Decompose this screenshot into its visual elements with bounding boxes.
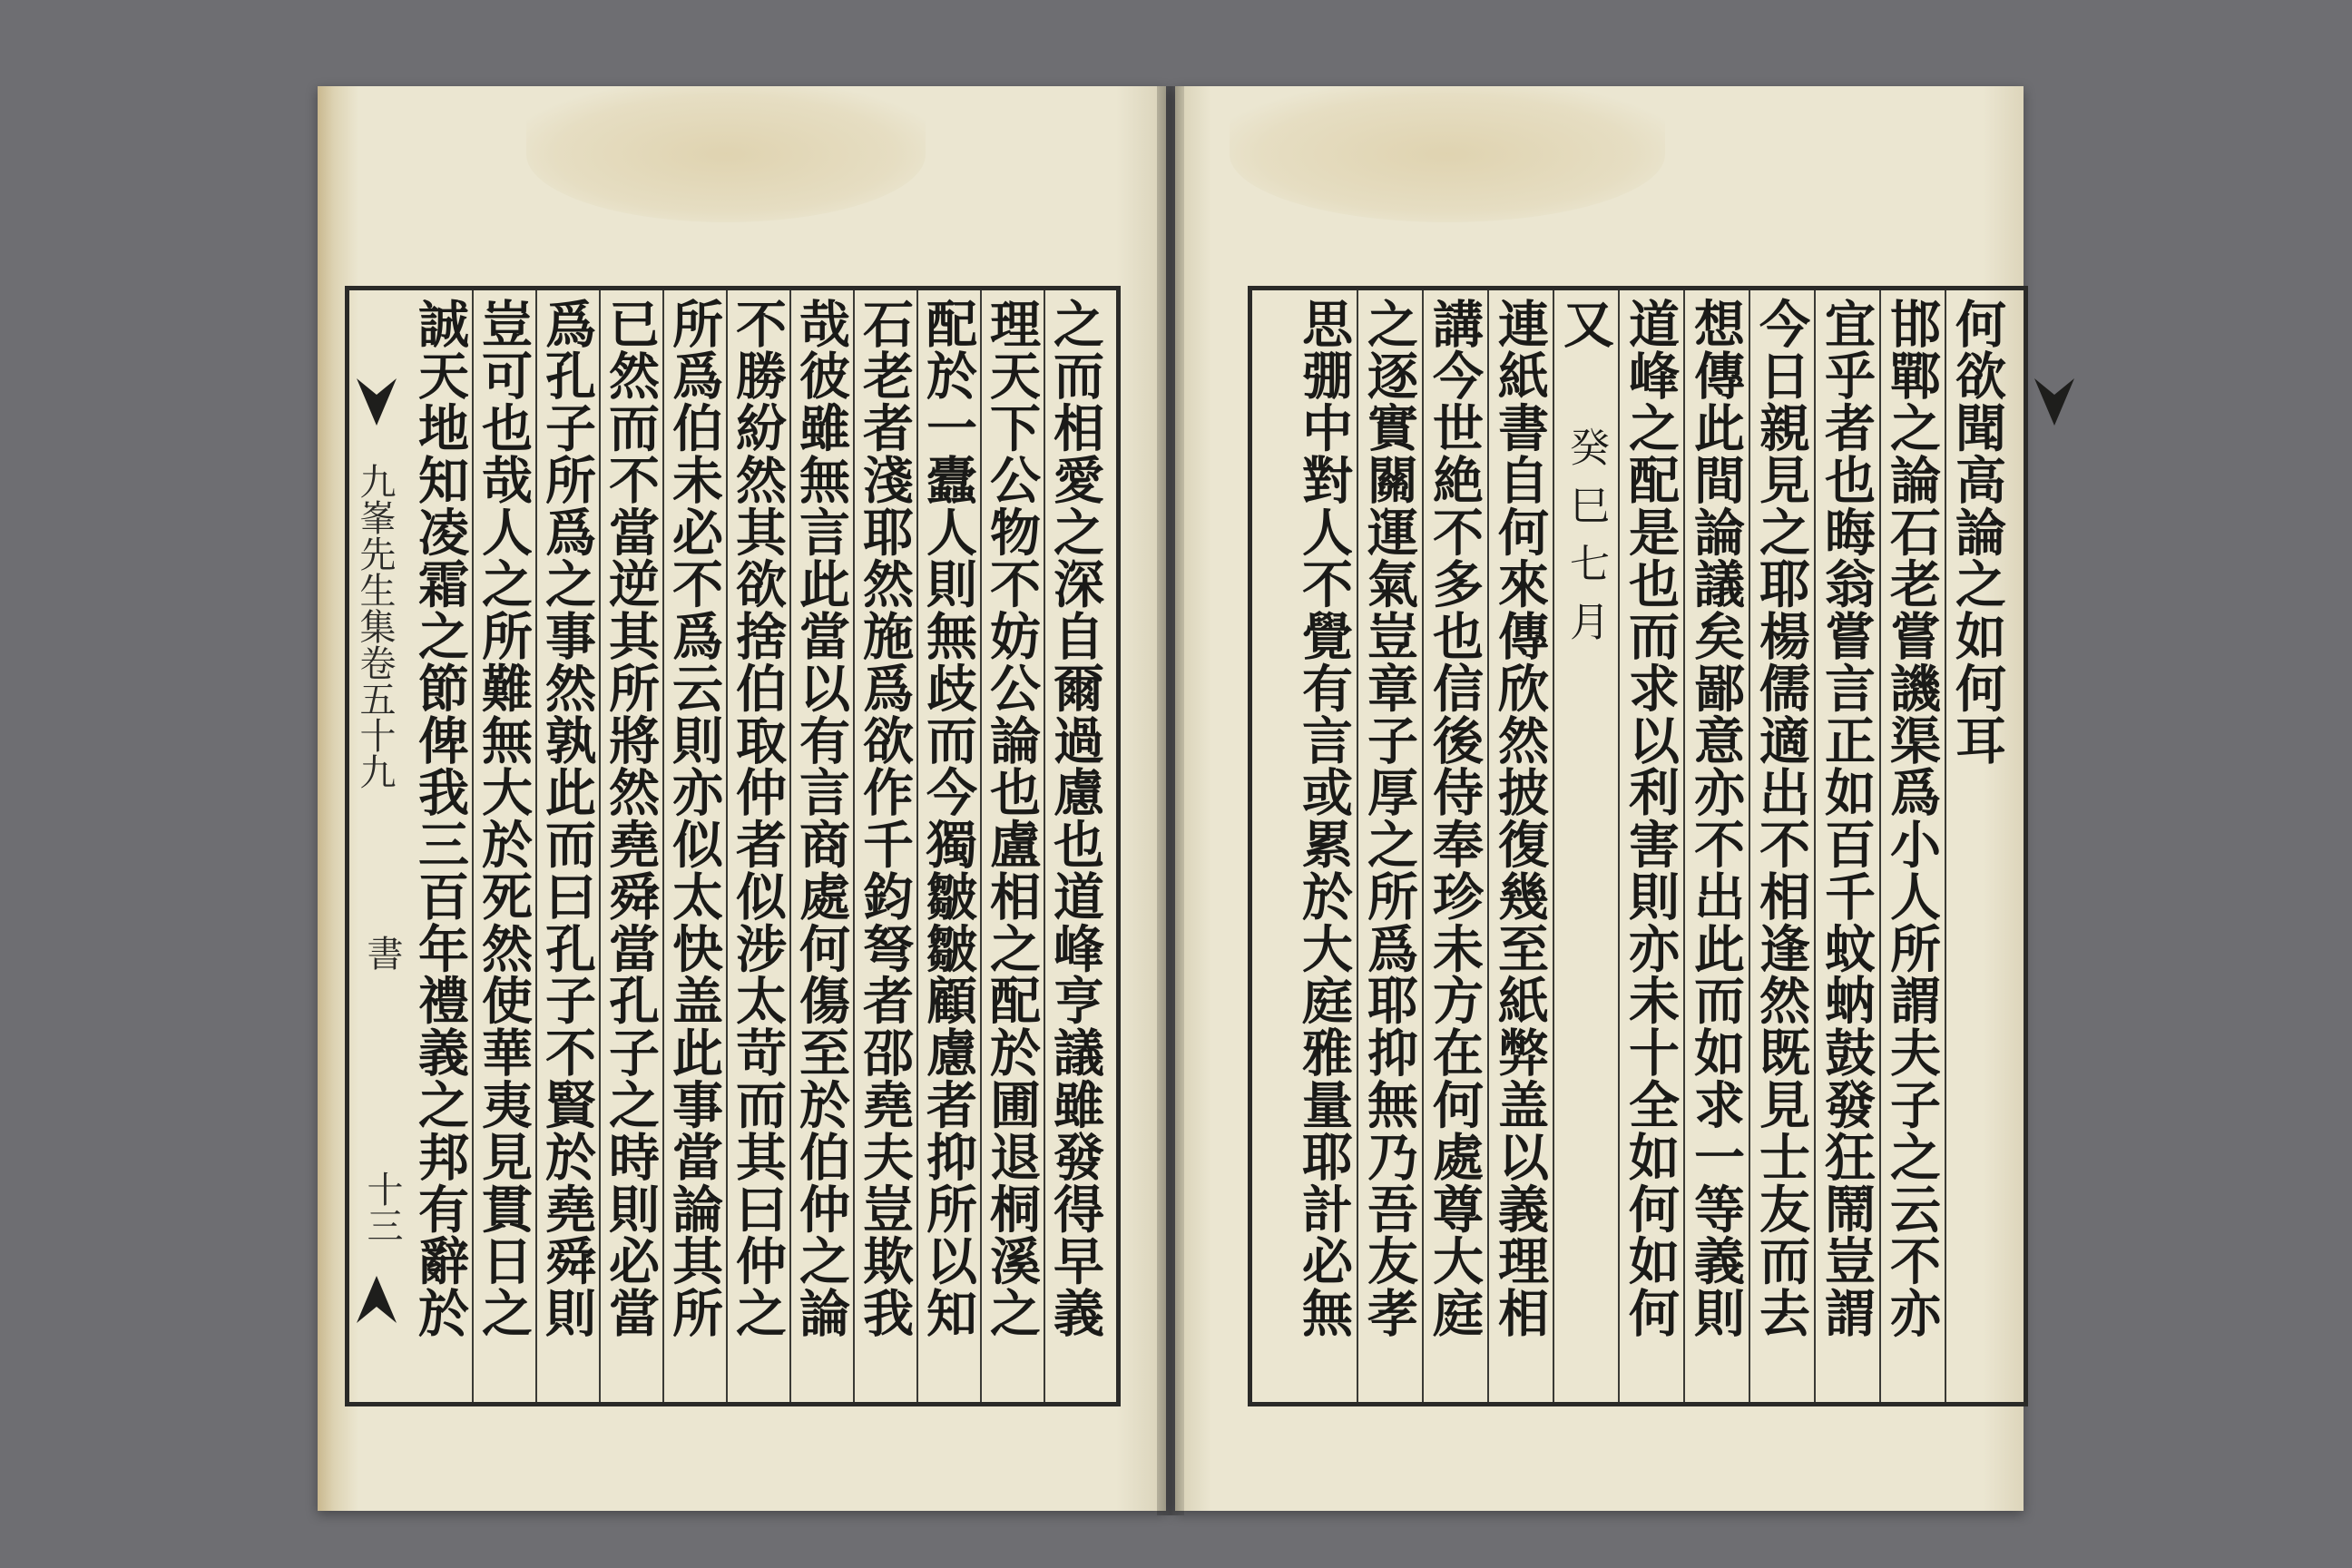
fish-tail-mark-icon	[2033, 377, 2076, 431]
column-text: 道峰之配是也而求以利害則亦未十全如何如何	[1621, 298, 1681, 1339]
column-text: 配於一蠹人則無歧而今獨皺皺顧慮者抑所以知	[918, 298, 978, 1339]
banxin-strip	[349, 290, 404, 1402]
column-text: 想傳此間論議矣鄙意亦不出此而如求一等義則	[1686, 298, 1746, 1339]
water-stain	[526, 86, 926, 222]
column-text: 連紙書自何來傳欣然披復幾至紙弊盖以義理相	[1490, 298, 1550, 1339]
banxin-section: 書	[361, 935, 403, 971]
column-text: 不勝紛然其欲捨伯取仲者似涉太苛而其曰仲之	[728, 298, 788, 1339]
column-text: 爲孔子所爲之事然孰此而曰孔子不賢於堯舜則	[537, 298, 597, 1339]
column-text: 何欲聞高論之如何耳	[1947, 298, 2007, 767]
column-text: 講今世絶不多也信後侍奉珍未方在何處尊大庭	[1425, 298, 1485, 1339]
column-text: 之而相愛之深自爾過慮也道峰亨議雖發得早義	[1045, 298, 1105, 1339]
column-text: 邯鄲之論石老嘗譏渠爲小人所謂夫子之云不亦	[1882, 298, 1942, 1339]
column-text: 理天下公物不妨公論也盧相之配於圃退桐溪之	[982, 298, 1042, 1339]
water-stain	[1230, 86, 1665, 222]
column-text: 誠天地知凌霜之節俾我三百年禮義之邦有辭於	[410, 298, 470, 1339]
column-text: 思弸中對人不覺有言或累於大庭雅量耶計必無	[1294, 298, 1354, 1339]
banxin-page-number: 十三	[361, 1171, 403, 1243]
column-text: 今日親見之耶楊儒適出不相逢然既見士友而去	[1751, 298, 1811, 1339]
column-text: 之逐實關運氣豈章子厚之所爲耶抑無乃吾友孝	[1359, 298, 1419, 1339]
column-text: 已然而不當逆其所將然堯舜當孔子之時則必當	[601, 298, 661, 1339]
column-text: 石老者淺耶然施爲欲作千鈞弩者邵堯夫豈欺我	[855, 298, 915, 1339]
column-text: 宜乎者也晦翁嘗言正如百千蚊蚋鼓發狂鬧豈謂	[1817, 298, 1877, 1339]
open-book	[318, 86, 2024, 1520]
column-text: 哉彼雖無言此當以有言商處何傷至於伯仲之論	[791, 298, 851, 1339]
column-text: 又	[1555, 298, 1615, 350]
fish-tail-mark-icon	[355, 1270, 398, 1325]
fish-tail-mark-icon	[355, 377, 398, 431]
date-note: 癸巳七月	[1563, 426, 1609, 659]
right-text-frame	[1248, 286, 2028, 1406]
column-text: 所爲伯未必不爲云則亦似太快盖此事當論其所	[664, 298, 724, 1339]
column-text: 豈可也哉人之所難無大於死然使華夷見貫日之	[474, 298, 534, 1339]
left-text-frame	[345, 286, 1121, 1406]
book-gutter	[1157, 86, 1184, 1515]
banxin-title: 九峯先生集卷五十九	[354, 463, 396, 789]
